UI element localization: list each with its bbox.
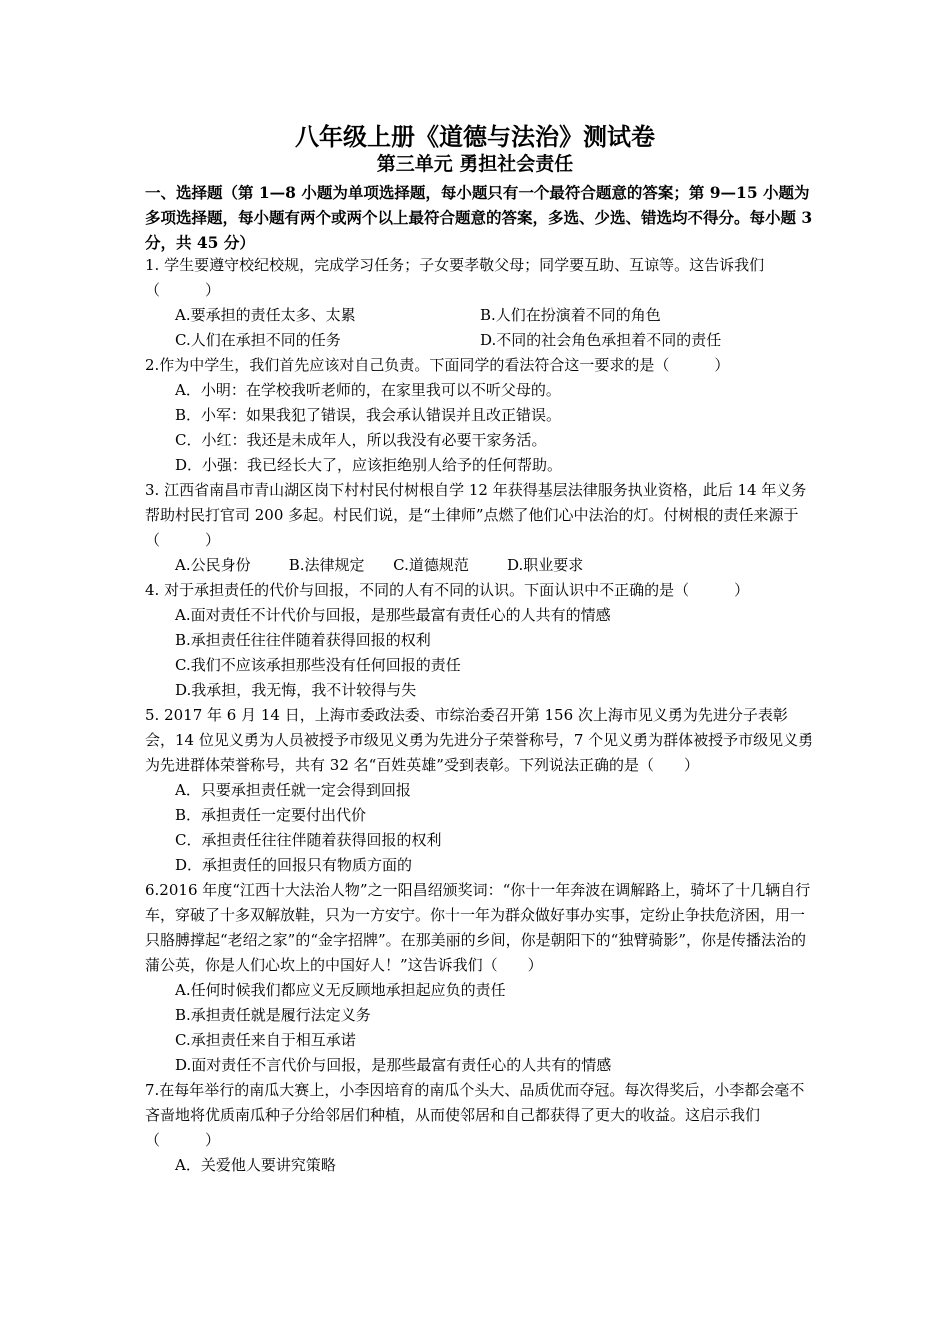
option-a: A．只要承担责任就一定会得到回报 (175, 781, 411, 799)
option-c: C．小红：我还是未成年人，所以我没有必要干家务活。 (175, 431, 547, 449)
section-instructions: 一、选择题（第 1—8 小题为单项选择题，每小题只有一个最符合题意的答案；第 9—15 小题为多项选择题，每小题有两个或两个以上最符合题意的答案，多选、少选、错选均不得分。每小题 3 分，共 45 分） (145, 183, 813, 252)
option-b: B．承担责任一定要付出代价 (175, 806, 367, 824)
option-row (145, 303, 815, 328)
question-stem: 3. 江西省南昌市青山湖区岗下村村民付树根自学 12 年获得基层法律服务执业资格，此后 14 年义务帮助村民打官司 200 多起。村民们说，是“土律师”点燃了他们心中法治的灯。付树根的责任来源于（ ） (145, 481, 807, 549)
question-6 (145, 878, 815, 1078)
question-stem: 4. 对于承担责任的代价与回报，不同的人有不同的认识。下面认识中不正确的是（ ） (145, 581, 750, 599)
question-stem: 2.作为中学生，我们首先应该对自己负责。下面同学的看法符合这一要求的是（ ） (145, 356, 730, 374)
option-c: C.承担责任来自于相互承诺 (175, 1031, 356, 1049)
option-a: A.要承担的责任太多、太累 (175, 306, 356, 324)
question-stem: 7.在每年举行的南瓜大赛上，小李因培育的南瓜个头大、品质优而夺冠。每次得奖后，小李都会毫不吝啬地将优质南瓜种子分给邻居们种植，从而使邻居和自己都获得了更大的收益。这启示我们 （ ） (145, 1081, 805, 1149)
question-list (145, 253, 815, 1178)
option-a: A.任何时候我们都应义无反顾地承担起应负的责任 (175, 981, 506, 999)
option-b: B.承担责任就是履行法定义务 (175, 1006, 371, 1024)
option-a: A．小明：在学校我听老师的，在家里我可以不听父母的。 (175, 381, 561, 399)
question-2 (145, 353, 815, 478)
question-1 (145, 253, 815, 353)
option-b: B.承担责任往往伴随着获得回报的权利 (175, 631, 431, 649)
option-b: B.人们在扮演着不同的角色 (480, 306, 661, 324)
option-c: C.人们在承担不同的任务 (175, 331, 341, 349)
option-a: A.面对责任不计代价与回报，是那些最富有责任心的人共有的情感 (175, 606, 611, 624)
option-d: D．承担责任的回报只有物质方面的 (175, 856, 413, 874)
option-c: C．承担责任往往伴随着获得回报的权利 (175, 831, 442, 849)
question-7 (145, 1078, 815, 1178)
option-d: D.面对责任不言代价与回报，是那些最富有责任心的人共有的情感 (175, 1056, 612, 1074)
question-stem: 5. 2017 年 6 月 14 日，上海市委政法委、市综治委召开第 156 次上海市见义勇为先进分子表彰会，14 位见义勇为人员被授予市级见义勇为先进分子荣誉称号，7 个见义勇为群体被授予市级见义勇为先进群体荣誉称号，共有 32 名“百姓英雄”受到表彰。下列说法正确的是（ ） (145, 706, 814, 774)
option-d: D.我承担，我无悔，我不计较得与失 (175, 681, 417, 699)
question-5 (145, 703, 815, 878)
question-stem: 6.2016 年度“江西十大法治人物”之一阳昌绍颁奖词：“你十一年奔波在调解路上，骑坏了十几辆自行车，穿破了十多双解放鞋，只为一方安宁。你十一年为群众做好事办实事，定纷止争扶危济困，用一只胳膊撑起“老绍之家”的“金字招牌”。在那美丽的乡间，你是朝阳下的“独臂骑影”，你是传播法治的蒲公英，你是人们心坎上的中国好人！”这告诉我们（ ） (145, 881, 811, 974)
option-line: A.公民身份 B.法律规定 C.道德规范 D.职业要求 (175, 556, 584, 574)
option-c: C.我们不应该承担那些没有任何回报的责任 (175, 656, 461, 674)
page-title: 八年级上册《道德与法治》测试卷 (295, 122, 655, 151)
option-d: D.不同的社会角色承担着不同的责任 (480, 331, 722, 349)
question-stem: 1. 学生要遵守校纪校规，完成学习任务；子女要孝敬父母；同学要互助、互谅等。这告诉我们（ ） (145, 256, 765, 299)
option-row (145, 328, 815, 353)
question-4 (145, 578, 815, 703)
unit-subtitle: 第三单元 勇担社会责任 (376, 153, 574, 175)
option-a: A．关爱他人要讲究策略 (175, 1156, 336, 1174)
option-b: B．小军：如果我犯了错误，我会承认错误并且改正错误。 (175, 406, 562, 424)
option-d: D．小强：我已经长大了，应该拒绝别人给予的任何帮助。 (175, 456, 563, 474)
question-3 (145, 478, 815, 578)
